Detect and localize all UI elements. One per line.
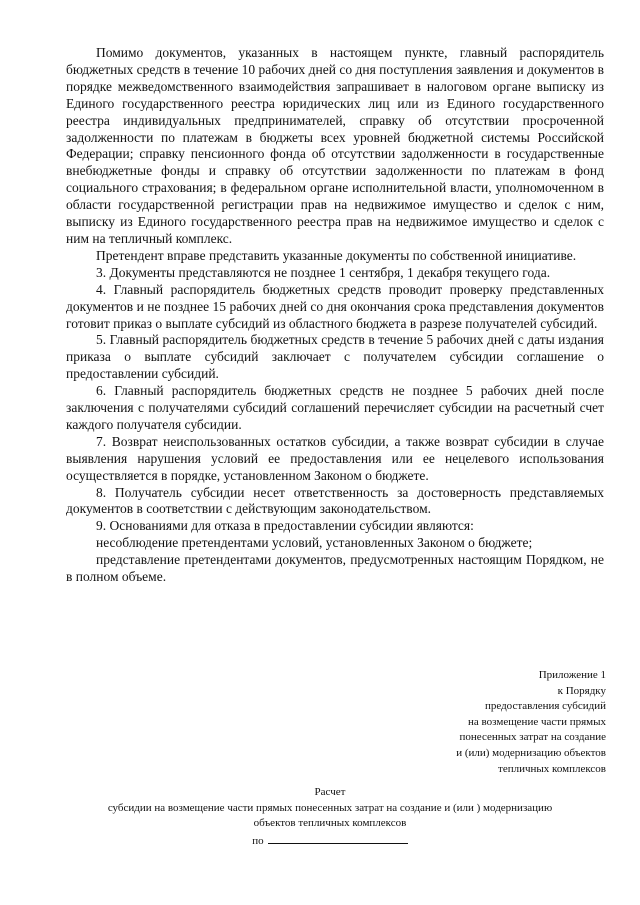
appendix-line: на возмещение части прямых bbox=[468, 715, 606, 728]
calculation-by-row bbox=[252, 832, 407, 850]
paragraph-refusal-reason-2: представление претендентами документов, предусмотренных настоящим Порядком, не в полном объеме. bbox=[66, 552, 604, 585]
appendix-line: Приложение 1 bbox=[538, 669, 606, 681]
calculation-subtitle-line2: объектов тепличных комплексов bbox=[253, 817, 407, 830]
calculation-subtitle-line1: субсидии на возмещение части прямых понесенных затрат на создание и (или ) модернизацию bbox=[107, 801, 553, 814]
fill-in-blank-line bbox=[268, 832, 408, 844]
calculation-by-label: по bbox=[252, 834, 264, 847]
paragraph-item-4: 4. Главный распорядитель бюджетных средств проводит проверку представленных документов и не позднее 15 рабочих дней со дня окончания срока представления документов готовит приказ о выплате субсидий из областного бюджета в разрезе получателей субсидий. bbox=[66, 281, 604, 331]
paragraph-item-8: 8. Получатель субсидии несет ответственность за достоверность представляемых документов в соответствии с действующим законодательством. bbox=[66, 484, 604, 517]
paragraph-item-6: 6. Главный распорядитель бюджетных средств не позднее 5 рабочих дней после заключения с получателями субсидий соглашений перечисляет субсидии на расчетный счет каждого получателя субсидии. bbox=[66, 383, 604, 432]
appendix-header bbox=[346, 668, 606, 777]
appendix-line: тепличных комплексов bbox=[498, 762, 606, 775]
paragraph-documents-request: Помимо документов, указанных в настоящем пункте, главный распорядитель бюджетных средств в течение 10 рабочих дней со дня поступления заявления и документов в порядке межведомственного взаимодействия запрашивает в налоговом органе выписку из Единого государственного реестра юридических лиц или из Единого государственного реестра индивидуальных предпринимателей, справку об отсутствии просроченной задолженности по платежам в бюджеты всех уровней бюджетной системы Российской Федерации; справку пенсионного фонда об отсутствии задолженности в государственные внебюджетные фонды и справку об отсутствии задолженности по платежам в фонд социального страхования; в федеральном органе исполнительной власти, уполномоченном в области государственной регистрации прав на недвижимое имущество и сделок с ним, выписку из Единого государственного реестра прав на недвижимое имущество и сделок с ним на тепличный комплекс. bbox=[66, 45, 604, 246]
paragraph-item-3: 3. Документы представляются не позднее 1 сентября, 1 декабря текущего года. bbox=[96, 264, 551, 280]
calculation-header bbox=[30, 785, 630, 849]
appendix-line: и (или) модернизацию объектов bbox=[456, 746, 606, 759]
calculation-title: Расчет bbox=[314, 786, 346, 798]
paragraph-own-initiative: Претендент вправе представить указанные документы по собственной инициативе. bbox=[96, 247, 577, 263]
appendix-line: предоставления субсидий bbox=[484, 700, 606, 713]
paragraph-item-5: 5. Главный распорядитель бюджетных средств в течение 5 рабочих дней с даты издания приказа о выплате субсидий заключает с получателем субсидии соглашение о предоставлении субсидий. bbox=[66, 332, 604, 382]
appendix-line: понесенных затрат на создание bbox=[459, 731, 606, 744]
appendix-line: к Порядку bbox=[557, 684, 606, 697]
document-body bbox=[66, 45, 604, 586]
paragraph-refusal-reason-1: несоблюдение претендентами условий, установленных Законом о бюджете; bbox=[96, 535, 533, 551]
paragraph-item-9: 9. Основаниями для отказа в предоставлении субсидии являются: bbox=[96, 518, 474, 534]
paragraph-item-7: 7. Возврат неиспользованных остатков субсидии, а также возврат субсидии в случае выявления нарушения условий ее предоставления или ее нецелевого использования осуществляется в порядке, установленном Законом о бюджете. bbox=[66, 433, 604, 483]
